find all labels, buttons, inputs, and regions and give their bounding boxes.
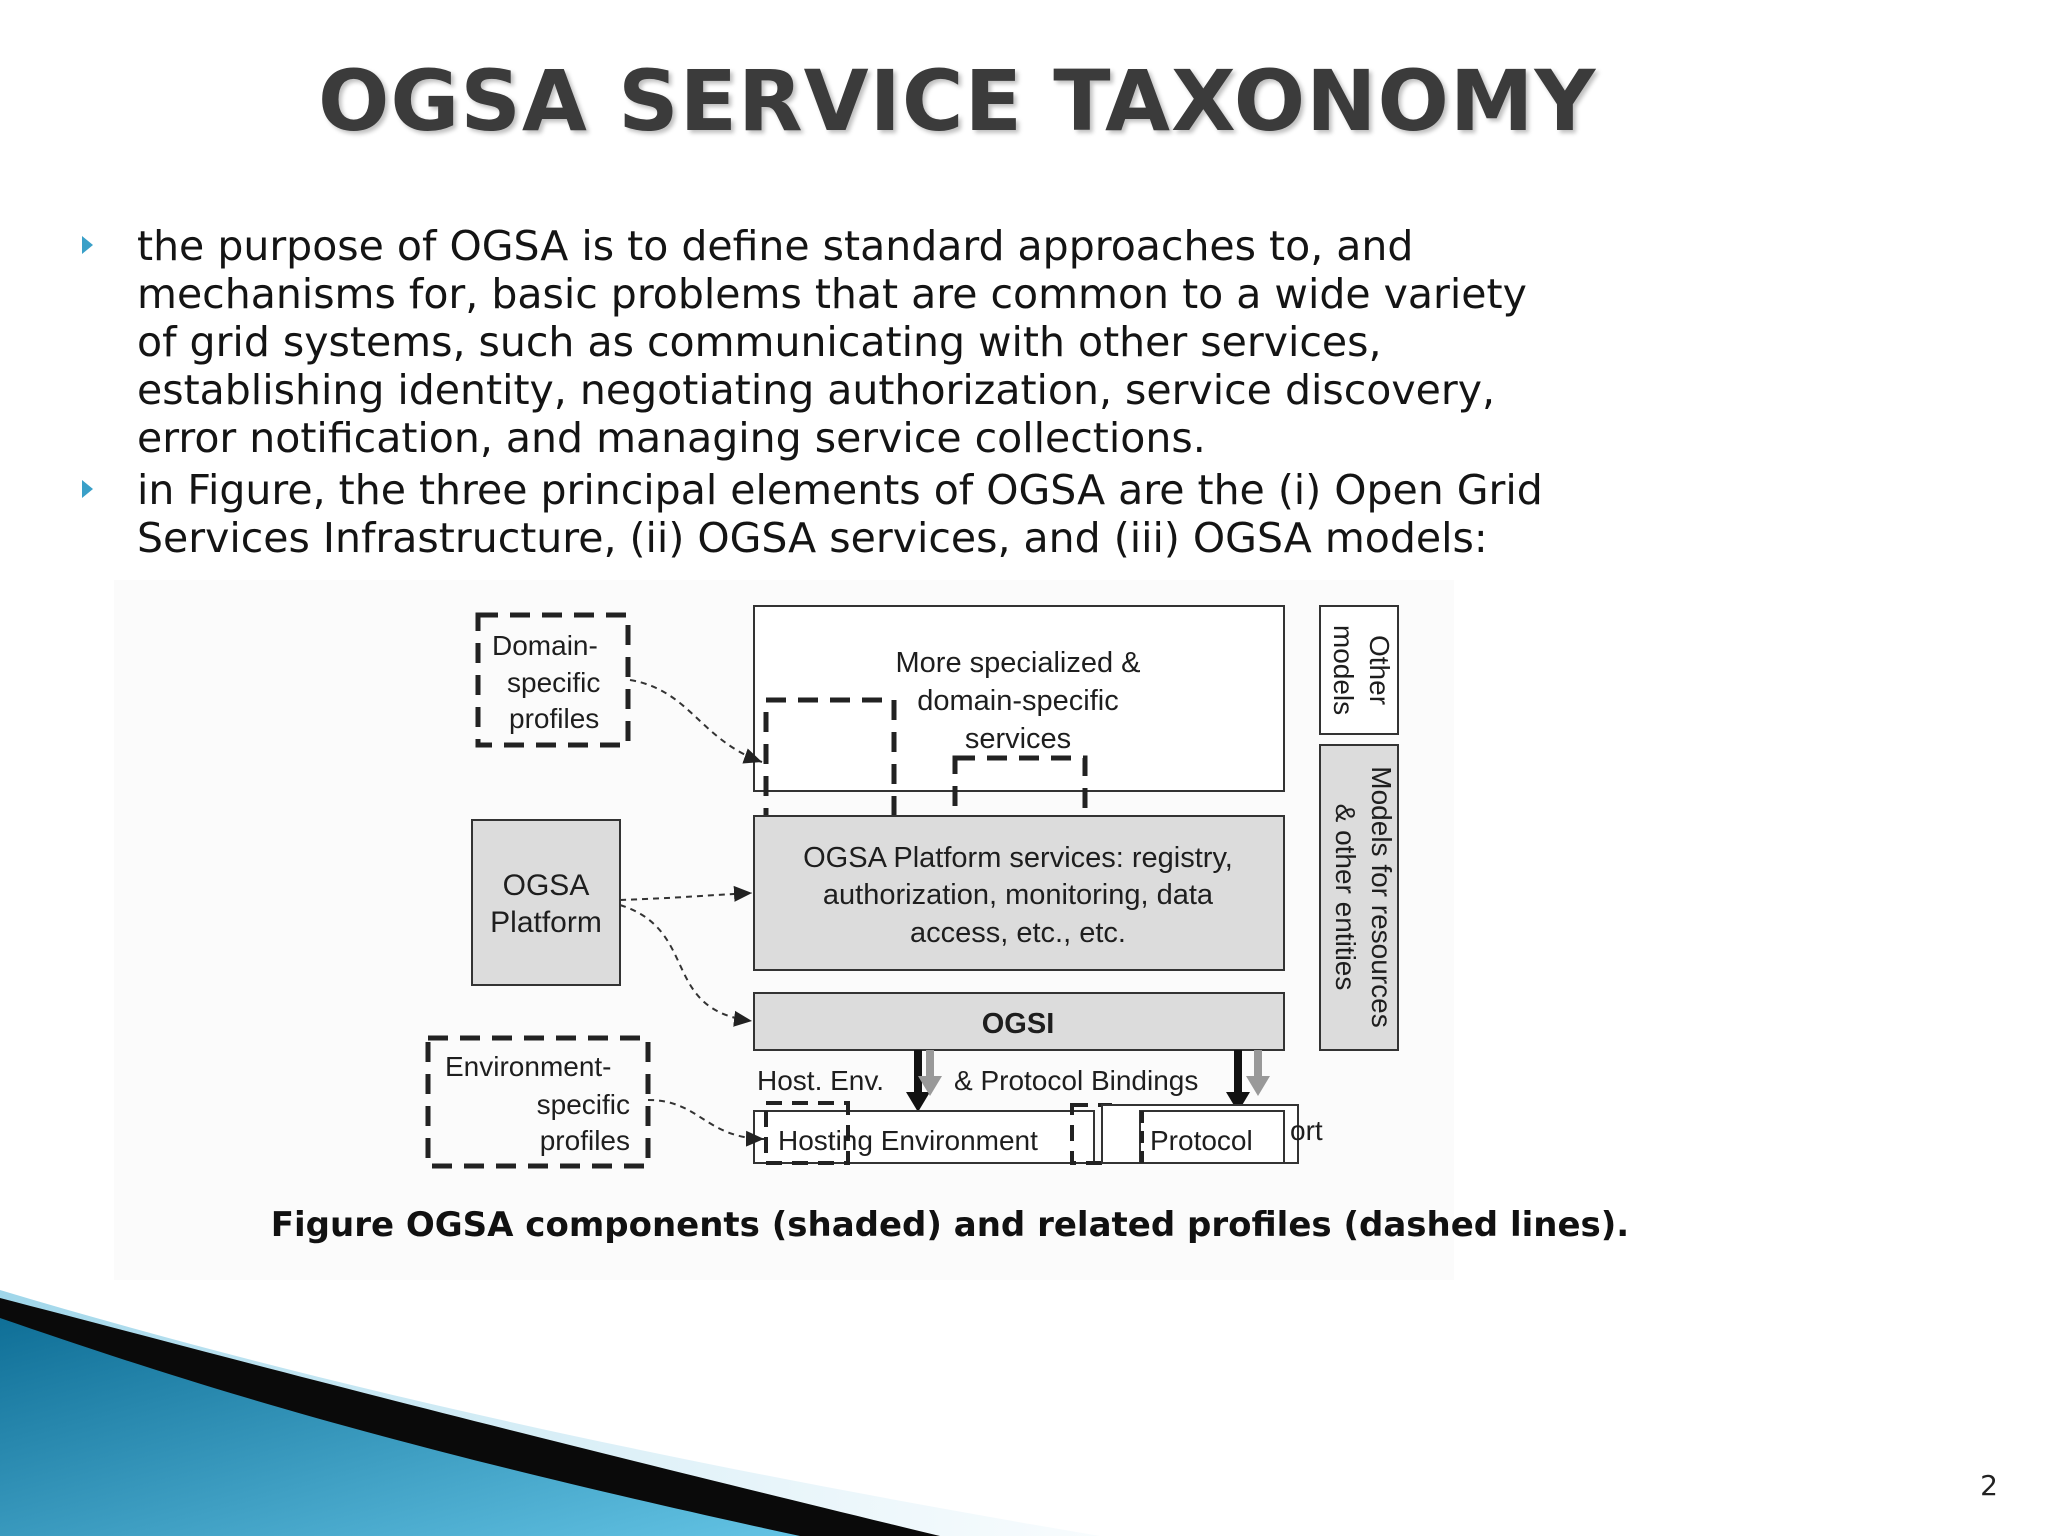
platform-services-label: OGSA Platform services: registry, (803, 842, 1233, 874)
ogsi-box (754, 993, 1284, 1050)
environment-profiles-box (428, 1038, 648, 1166)
environment-profiles-label: profiles (539, 1125, 630, 1156)
resource-models-box (1320, 745, 1398, 1050)
bullet-line: error notification, and managing service collections. (137, 414, 1206, 462)
transport-fragment-label: ort (1290, 1115, 1323, 1146)
protocol-label: Protocol (1150, 1125, 1253, 1156)
domain-profiles-box (478, 615, 628, 745)
environment-profiles-label: Environment- (445, 1051, 612, 1082)
slide-title: OGSA SERVICE TAXONOMY (318, 52, 1597, 150)
platform-services-label: authorization, monitoring, data (822, 879, 1214, 911)
specialized-services-label: More specialized & (895, 647, 1141, 679)
bullet-line: in Figure, the three principal elements of OGSA are the (i) Open Grid (137, 466, 1543, 514)
other-models-label: Other (1364, 634, 1395, 706)
domain-profiles-label: profiles (509, 703, 600, 734)
decorative-swoosh (0, 1270, 2048, 1536)
ogsa-platform-label: OGSA (502, 869, 590, 902)
environment-profiles-label: specific (536, 1089, 630, 1120)
protocol-box (1102, 1105, 1323, 1163)
bullet-line: of grid systems, such as communicating with other services, (137, 318, 1382, 366)
bindings-label: Host. Env. (757, 1065, 885, 1096)
resource-models-label: & other entities (1330, 803, 1361, 991)
specialized-services-label: domain-specific (917, 685, 1119, 717)
platform-services-label: access, etc., etc. (910, 917, 1126, 949)
figure-caption: Figure OGSA components (shaded) and related profiles (dashed lines). (270, 1205, 1630, 1245)
hosting-environment-box (754, 1103, 1110, 1163)
other-models-label: models (1328, 624, 1359, 716)
bullet-line: mechanisms for, basic problems that are common to a wide variety (137, 270, 1527, 318)
ogsa-platform-box (472, 820, 620, 985)
ogsa-platform-label: Platform (490, 906, 602, 939)
specialized-services-label: services (964, 723, 1072, 755)
platform-services-box (754, 816, 1284, 970)
domain-profiles-label: specific (507, 667, 601, 698)
other-models-box (1320, 606, 1398, 734)
bindings-label: & Protocol Bindings (954, 1065, 1199, 1096)
bullet-line: Services Infrastructure, (ii) OGSA services, and (iii) OGSA models: (137, 514, 1488, 562)
connector-arrows (620, 680, 764, 1139)
ogsi-label: OGSI (981, 1008, 1055, 1040)
resource-models-label: Models for resources (1366, 766, 1397, 1028)
bullet-line: establishing identity, negotiating authorization, service discovery, (137, 366, 1495, 414)
page-number: 2 (1980, 1469, 1998, 1502)
bullet-line: the purpose of OGSA is to define standard approaches to, and (137, 222, 1414, 270)
domain-profiles-label: Domain- (492, 630, 598, 661)
hosting-environment-label: Hosting Environment (778, 1125, 1038, 1156)
